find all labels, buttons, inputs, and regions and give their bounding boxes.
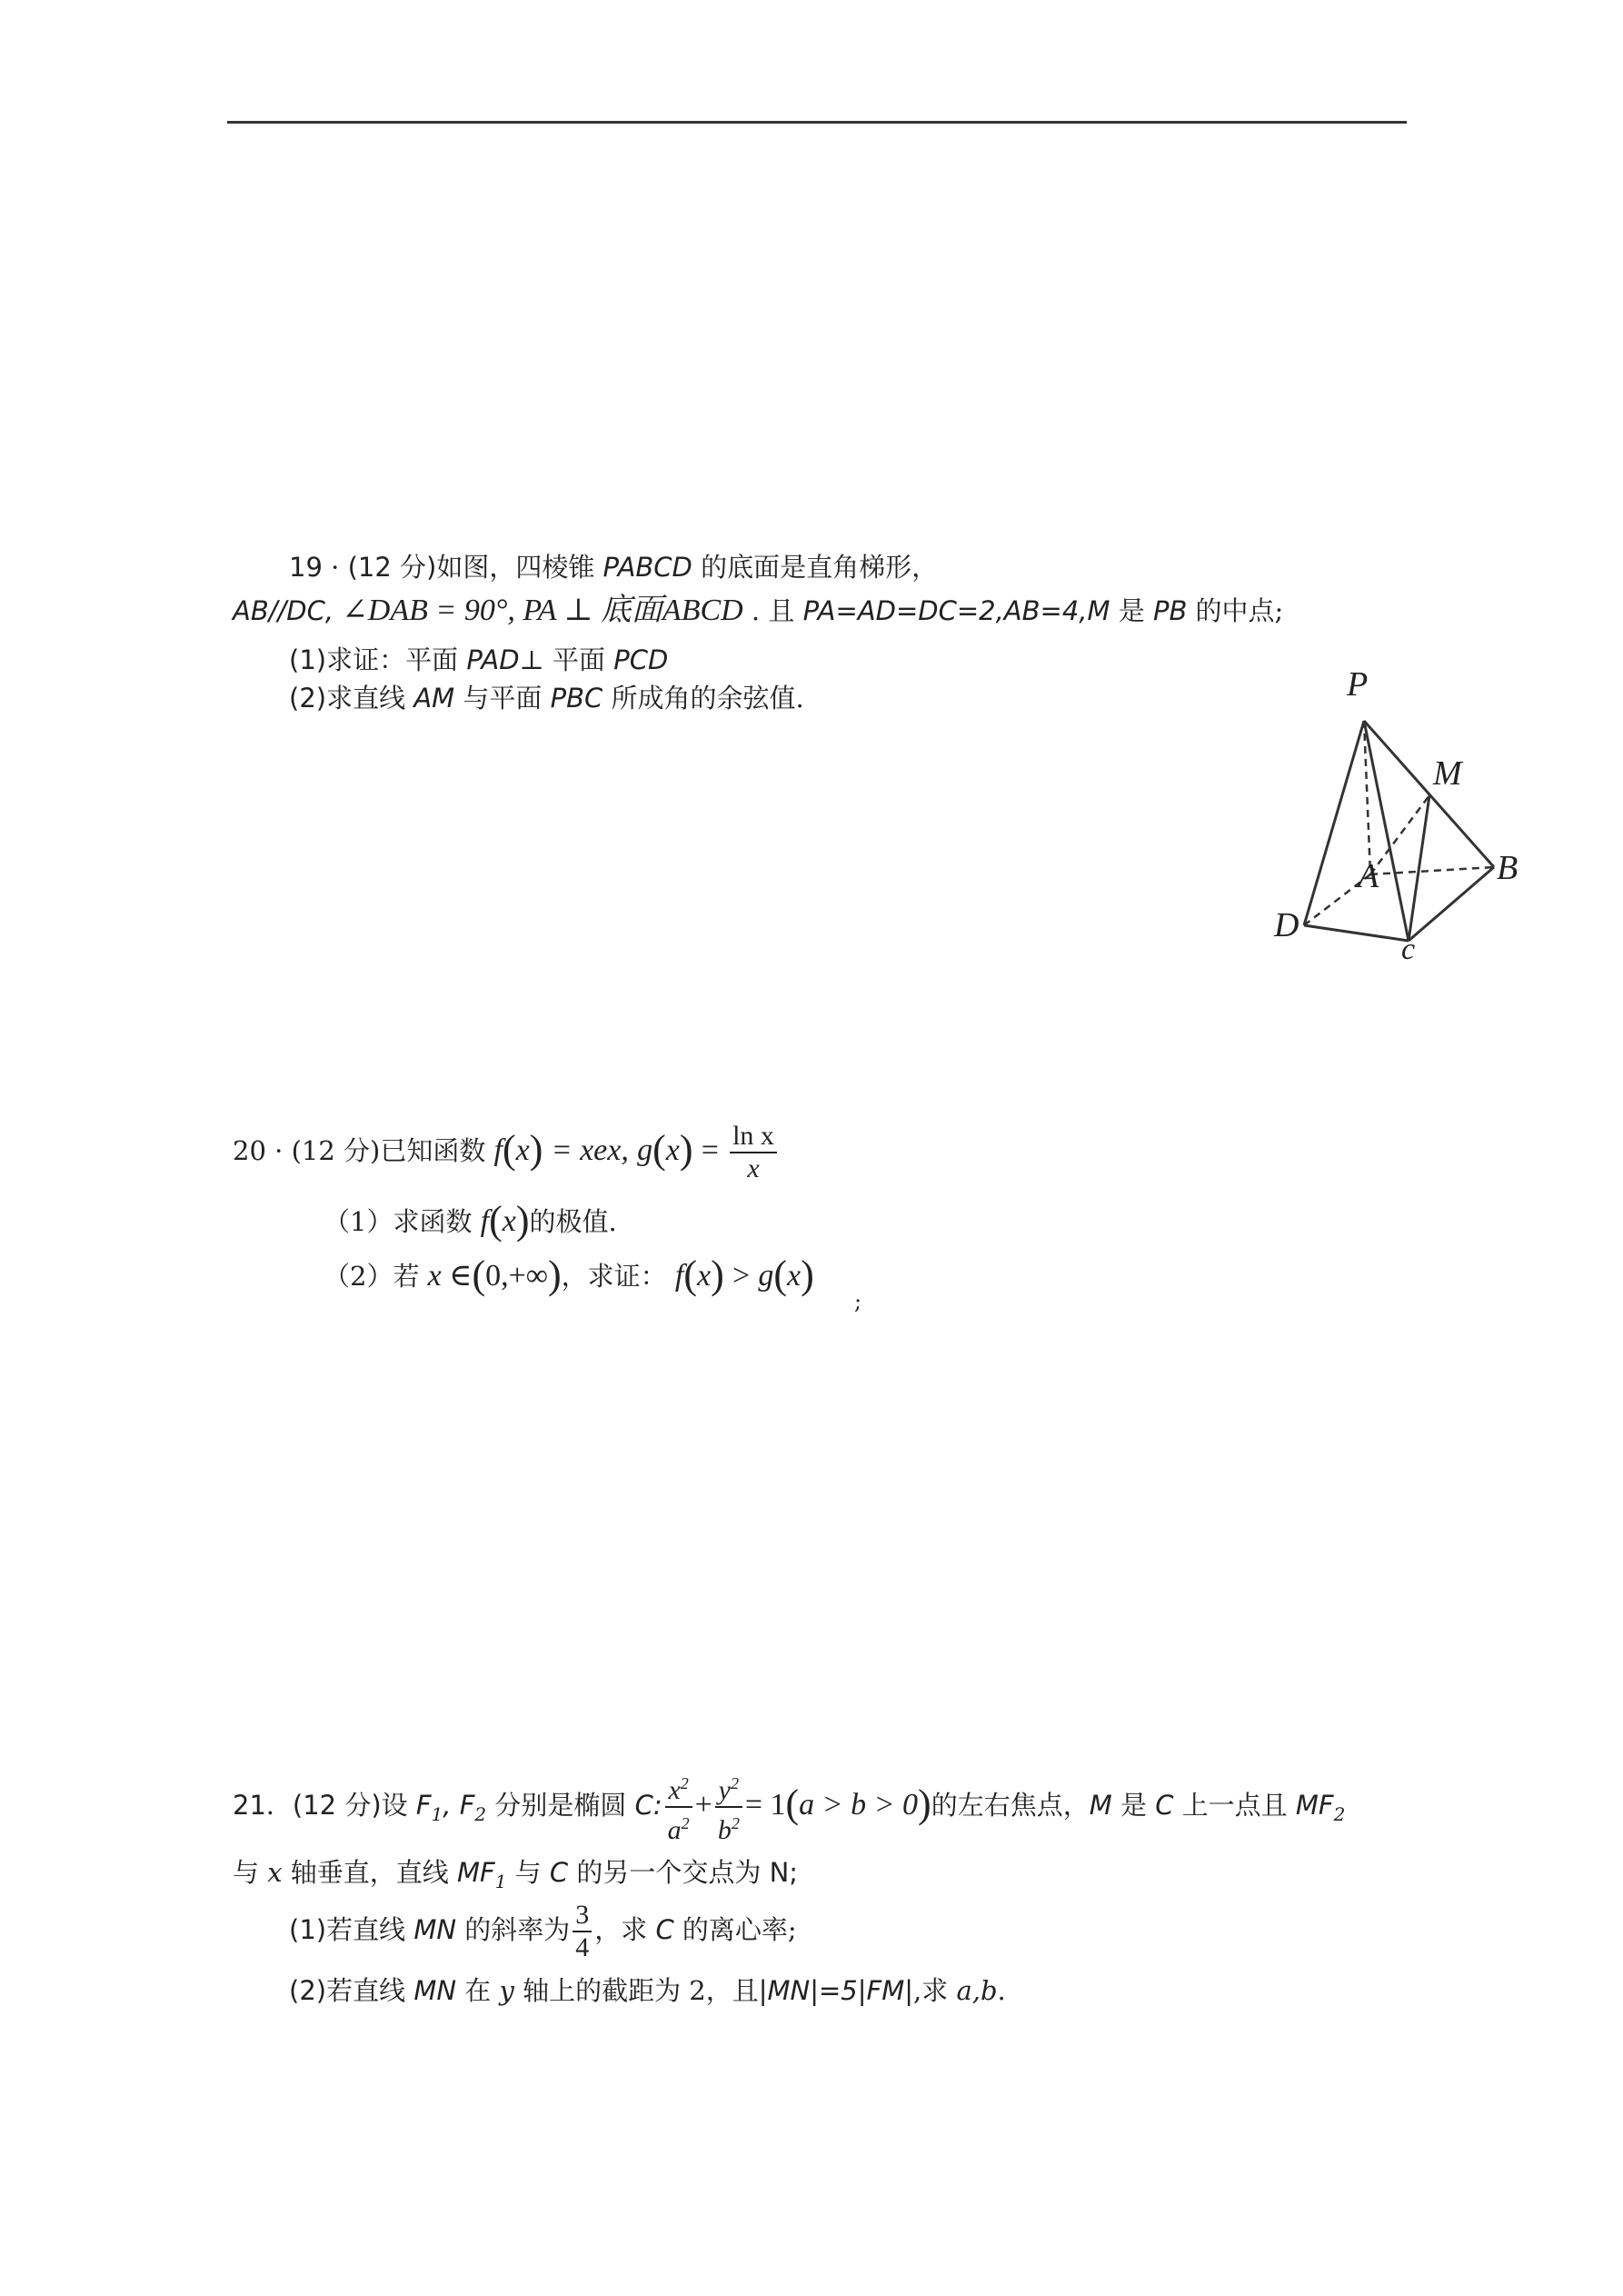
fraction-three-quarters: $\frac{3}{4}$ bbox=[573, 1900, 592, 1963]
header-rule bbox=[227, 121, 1407, 124]
edge-ab bbox=[1370, 867, 1494, 874]
fraction-y2-b2: $\frac{y^2}{b^2}$ bbox=[715, 1768, 742, 1846]
fraction-ln-x-over-x: $\frac{\text{ln x}}{x}$ bbox=[730, 1121, 777, 1184]
p19-question-2: (2)求直线 AM 与平面 PBC 所成角的余弦值. bbox=[289, 683, 804, 714]
label-a: A bbox=[1358, 857, 1379, 895]
edge-pb bbox=[1364, 721, 1494, 867]
p21-line-1: 21．(12 分)设 $F_1$, $F_2$ 分别是椭圆 C: $\frac{x^2}{a^2}$ + $\frac{y^2}{b^2}$ = 1(a > b > 0)的左右焦点，M 是 C 上一点且 $MF_2$ bbox=[233, 1763, 1345, 1855]
pyramid-figure bbox=[1263, 659, 1554, 968]
edge-pd bbox=[1304, 721, 1364, 925]
angle-dab: ∠DAB = 90° bbox=[342, 594, 508, 627]
p21-question-2: (2)若直线 MN 在 y 轴上的截距为 2，且|MN|=5|FM|,求 a,b. bbox=[289, 1975, 1006, 2006]
p19-question-1: (1)求证：平面 PAD⊥ 平面 PCD bbox=[289, 644, 669, 675]
label-m: M bbox=[1433, 754, 1462, 793]
fraction-x2-a2: $\frac{x^2}{a^2}$ bbox=[665, 1768, 692, 1846]
edge-cb bbox=[1409, 867, 1494, 941]
edge-cm bbox=[1409, 795, 1429, 941]
p21-line-2: 与 x 轴垂直，直线 $MF_1$ 与 C 的另一个交点为 N; bbox=[233, 1857, 799, 1892]
p20-semicolon: ; bbox=[854, 1289, 862, 1314]
p21-question-1: (1)若直线 MN 的斜率为 $\frac{3}{4}$ ，求 C 的离心率; bbox=[289, 1900, 797, 1962]
edge-dc bbox=[1304, 925, 1409, 941]
label-c: c bbox=[1401, 933, 1416, 966]
p20-question-1: （1）求函数 f(x)的极值. bbox=[324, 1198, 617, 1243]
p19-line-2: AB//DC, ∠DAB = 90°, PA ⊥ 底面ABCD . 且 PA=AD=DC=2,AB=4,M 是 PB 的中点; bbox=[233, 594, 1284, 627]
label-d: D bbox=[1274, 906, 1299, 944]
p20-question-2: （2）若 x ∈(0,+∞)，求证： f(x) > g(x) bbox=[324, 1253, 814, 1297]
p20-line-1: 20 · (12 分)已知函数 f(x) = xex, g(x) = $\frac{\text{ln x}}{x}$ bbox=[233, 1109, 780, 1192]
label-p: P bbox=[1347, 665, 1369, 704]
p19-line-1: 19 · (12 分)如图，四棱锥 PABCD 的底面是直角梯形， bbox=[289, 552, 939, 583]
label-b: B bbox=[1497, 849, 1518, 887]
